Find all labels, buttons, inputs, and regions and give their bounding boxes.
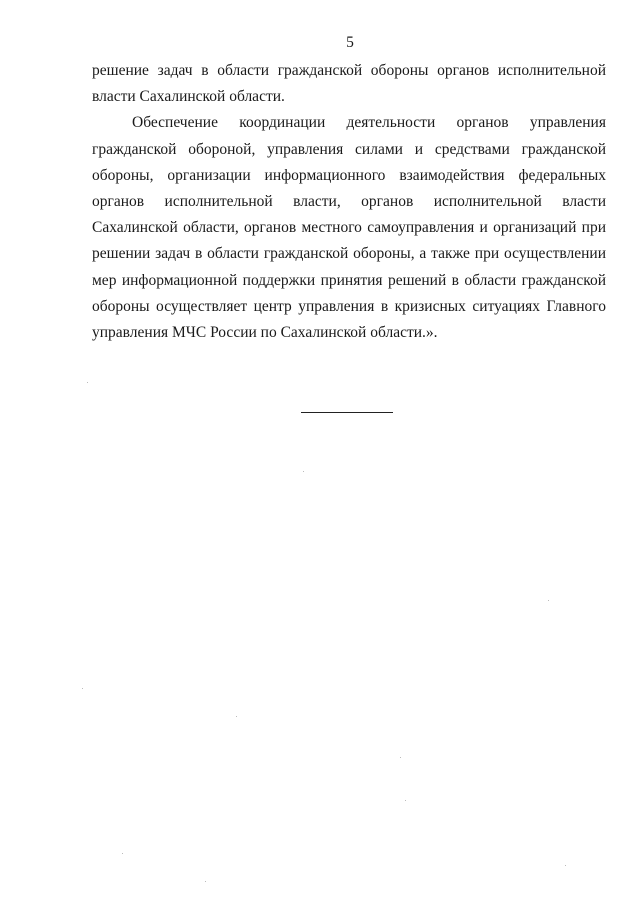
text-line: обороны осуществляет центр управления в кризисных ситуациях Главного bbox=[92, 297, 606, 315]
text-line: Обеспечение координации деятельности органов управления bbox=[132, 114, 606, 132]
paragraph-continued bbox=[92, 58, 606, 110]
text-line: решении задач в области гражданской обороны, а также при осуществлении bbox=[92, 245, 606, 263]
scan-speck bbox=[303, 471, 304, 472]
separator-line bbox=[301, 412, 393, 413]
text-line: решение задач в области гражданской обороны органов исполнительной bbox=[92, 62, 606, 79]
text-line: гражданской обороной, управления силами и средствами гражданской bbox=[92, 140, 606, 158]
scan-speck bbox=[400, 757, 401, 758]
text-line: мер информационной поддержки принятия решений в области гражданской bbox=[92, 271, 606, 289]
scan-speck bbox=[82, 688, 83, 689]
scan-speck bbox=[122, 853, 123, 854]
text-line: обороны, организации информационного взаимодействия федеральных bbox=[92, 166, 606, 184]
scan-speck bbox=[87, 382, 88, 383]
text-line: власти Сахалинской области. bbox=[92, 88, 285, 106]
text-line: Сахалинской области, органов местного самоуправления и организаций при bbox=[92, 219, 606, 237]
scan-speck bbox=[548, 600, 549, 601]
page-number: 5 bbox=[346, 34, 354, 51]
text-line: управления МЧС России по Сахалинской области.». bbox=[92, 324, 438, 342]
scan-speck bbox=[565, 865, 566, 866]
scan-speck bbox=[205, 881, 206, 882]
scan-speck bbox=[405, 800, 406, 801]
text-line: органов исполнительной власти, органов исполнительной власти bbox=[92, 193, 606, 211]
scan-speck bbox=[236, 716, 237, 717]
paragraph-main bbox=[92, 110, 606, 346]
body-text bbox=[92, 58, 606, 346]
